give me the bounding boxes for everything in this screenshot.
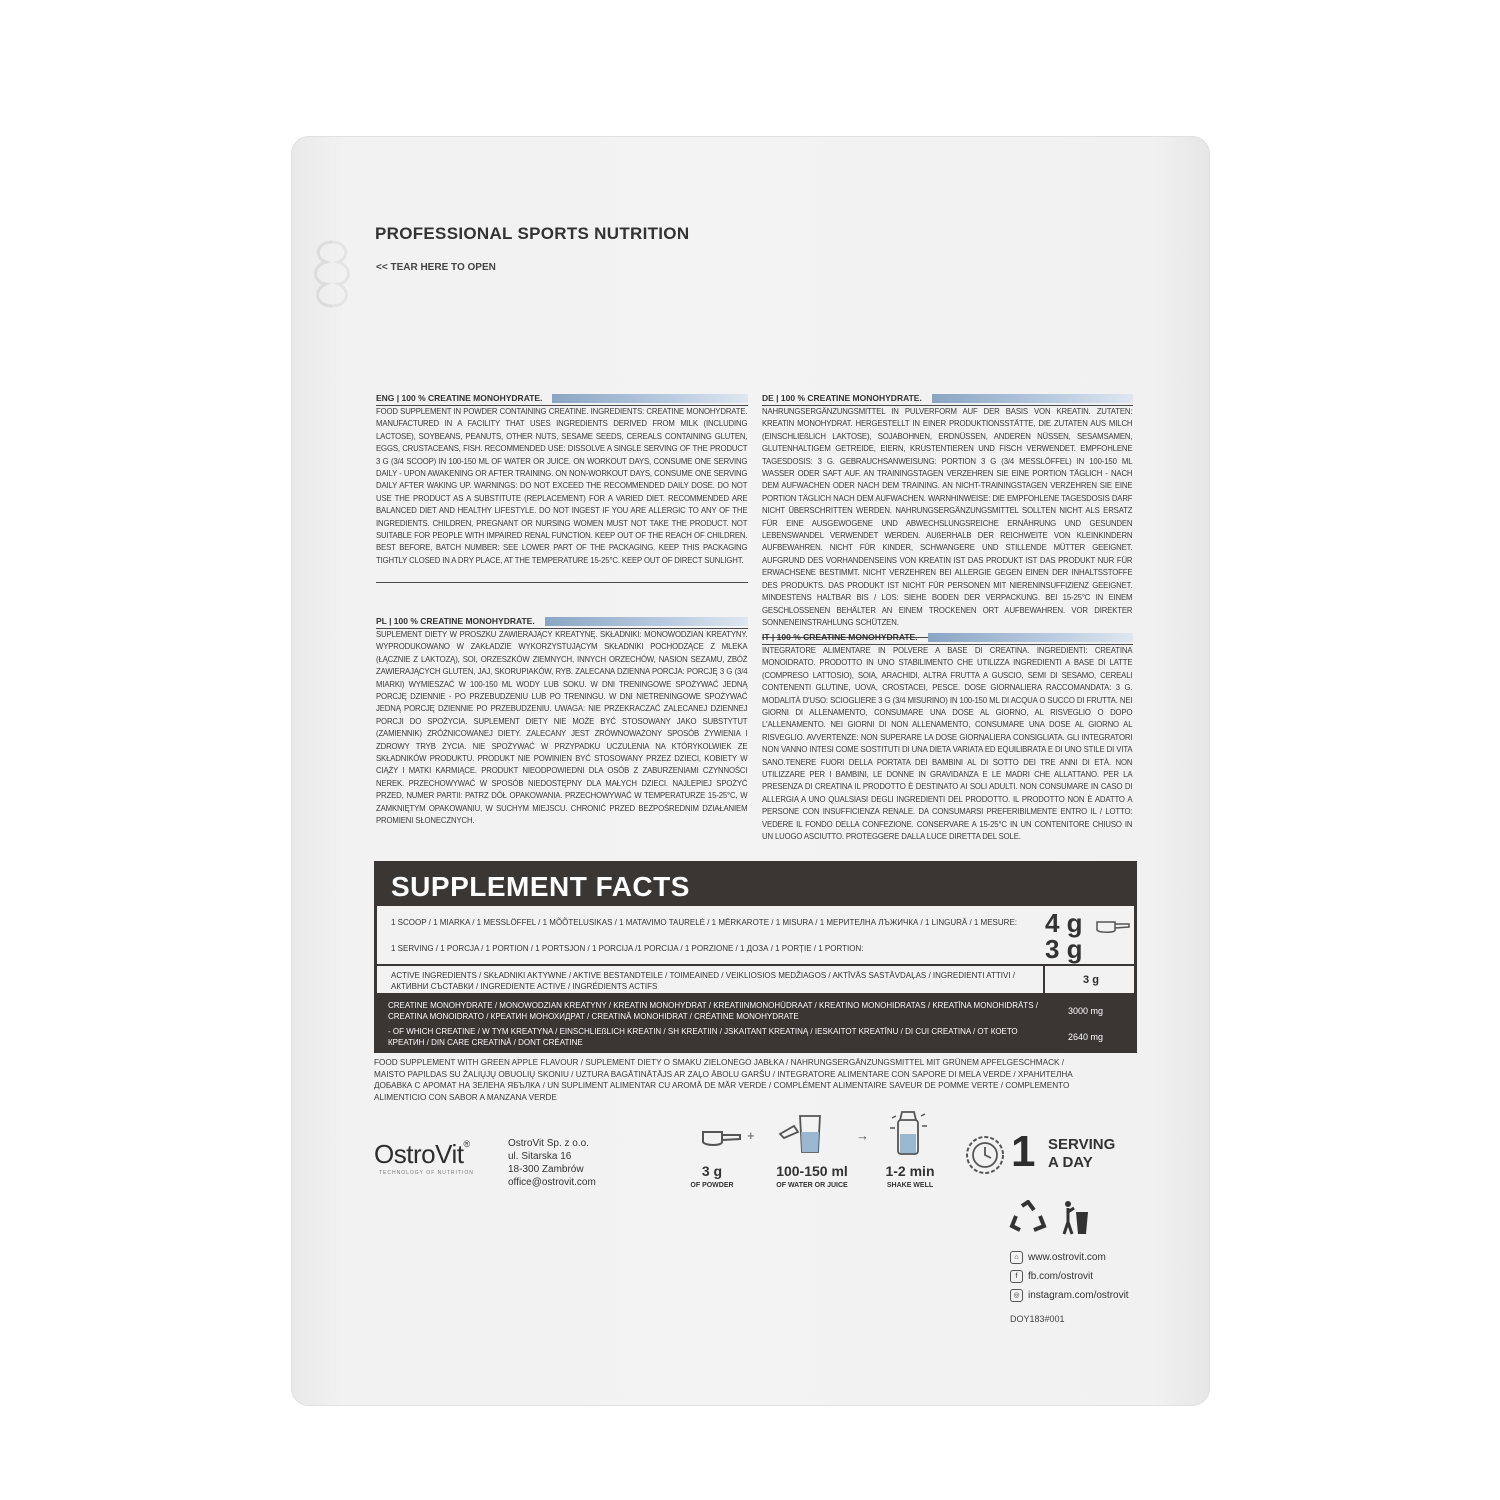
flavour-text: FOOD SUPPLEMENT WITH GREEN APPLE FLAVOUR / SUPLEMENT DIETY O SMAKU ZIELONEGO JABŁKA / NAHRUNGSERGÄNZUNGSMITTEL MIT GRÜNEM APFELGESCHMACK / MAISTO PAPILDAS SU ŽALIŲJŲ OBUOLIŲ SKONIU / UZTURA BAGĀTINĀTĀJS AR ZAĻO ĀBOLU GARŠU / INTEGRATORE ALIMENTARE CON SAPORE DI MELA VERDE / ХРАНИТЕЛНА ДОБАВКА С АРОМАТ НА ЗЕЛЕНА ЯБЪЛКА / UN SUPLIMENT ALIMENTAR CU AROMĂ DE MĂR VERDE / COMPLÉMENT ALIMENTAIRE SAVEUR DE POMME VERTE / COMPLEMENTO ALIMENTICIO CON SABOR A MANZANA VERDE: [374, 1058, 1073, 1102]
block-body: NAHRUNGSERGÄNZUNGSMITTEL IN PULVERFORM AUF DER BASIS VON KREATIN. ZUTATEN: KREATIN MONOHYDRAT. HERGESTELLT IN EINER PRODUKTIONSSTÄTTE, DIE ZUTATEN AUS MILCH (EINSCHLIEßLICH LAKTOSE), SOJABOHNEN, ERDNÜSSEN, ANDEREN NÜSSEN, SESAMSAMEN, GLUTENHALTIGEM GETREIDE, EIERN, KRUSTENTIEREN UND FISCH VERWENDET. EMPFOHLENE TAGESDOSIS: 3 G. GEBRAUCHSANWEISUNG: PORTION 3 G (3/4 MESSLÖFFEL) IN 100-150 ML WASSER ODER SAFT AUF. AN TRAININGSTAGEN VERZEHREN SIE EINE PORTION TÄGLICH - NACH DEM AUFWACHEN ODER NACH DEM TRAINING. AN NICHT-TRAININGSTAGEN VERZEHREN SIE EINE PORTION TÄGLICH NACH DEM AUFWACHEN. WARNHINWEISE: DIE EMPFOHLENE TAGESDOSIS DARF NICHT ÜBERSCHRITTEN WERDEN. NAHRUNGSERGÄNZUNGSMITTEL SOLLTEN NICHT ALS ERSATZ FÜR EINE AUSGEWOGENE UND ABWECHSLUNGSREICHE ERNÄHRUNG UND GESUNDEN LEBENSWANDEL VERWENDET WERDEN. AUßERHALB DER REICHWEITE VON KLEINKINDERN AUFBEWAHREN. NICHT FÜR KINDER, SCHWANGERE UND STILLENDE MÜTTER GEEIGNET. AUFGRUND DES VORHANDENSEINS VON KREATIN IST DAS PRODUKT IST DAS PRODUKT NUR FÜR ERWACHSENE BESTIMMT. NICHT VERZEHREN BEI ALLERGIE GEGEN EINEN DER INHALTSSTOFFE DES PRODUKTS. DAS PRODUKT IST NICHT FÜR PERSONEN MIT NIERENINSUFFIZIENZ GEEIGNET. MINDESTENS HALTBAR BIS / LOS: SIEHE BODEN DER VERPACKUNG. BEI 15-25°C IN EINEM GESCHLOSSENEN BEHÄLTER AN EINEM TROCKENEN ORT AUFBEWAHREN. VOR DIREKTER SONNENEINSTRAHLUNG SCHÜTZEN.: [762, 407, 1133, 627]
servings-line: A DAY: [1048, 1154, 1093, 1171]
address-line: OstroVit Sp. z o.o.: [508, 1138, 589, 1149]
step-label: SHAKE WELL: [886, 1182, 934, 1189]
logo-mark: ®: [463, 1139, 470, 1149]
bin-icon: [1058, 1198, 1092, 1238]
serving-label: 1 SERVING / 1 PORCJA / 1 PORTION / 1 PORTSJON / 1 PORCIJA /1 PORCIJA / 1 PORZIONE / 1 ДОЗА / 1 PORȚIE / 1 PORTION:: [391, 944, 864, 953]
step-label: OF WATER OR JUICE: [776, 1182, 848, 1189]
of-which-label: - OF WHICH CREATINE / W TYM KREATYNA / EINSCHLIEßLICH KREATIN / SH KREATIIN / JSKAITANT KREATINĄ / IESKAITOT KREATĪNU / DI CUI CREATINA / ОТ КОЕТО КРЕАТИН / DIN CARE CREATINĂ / DONT CRÉATINE: [388, 1027, 1018, 1047]
step-value: 1-2 min: [885, 1163, 935, 1179]
link-text: instagram.com/ostrovit: [1028, 1290, 1129, 1301]
instagram-link[interactable]: [1010, 1286, 1129, 1305]
active-label: ACTIVE INGREDIENTS / SKŁADNIKI AKTYWNE / AKTIVE BESTANDTEILE / TOIMEAINED / VEIKLIOSIOS MEDŽIAGOS / AKTĪVĀS SASTĀVDAĻAS / INGREDIENTI ATTIVI / АКТИВНИ СЪСТАВКИ / INGREDIENTE ACTIVE / INGRÉDIENTS ACTIFS: [391, 971, 1015, 991]
address-line: 18-300 Zambrów: [508, 1164, 584, 1175]
facebook-link[interactable]: [1010, 1267, 1129, 1286]
address-line: office@ostrovit.com: [508, 1177, 596, 1188]
block-body: INTEGRATORE ALIMENTARE IN POLVERE A BASE DI CREATINA. INGREDIENTI: CREATINA MONOIDRATO. PRODOTTO IN UNO STABILIMENTO CHE UTILIZZA INGREDIENTI A BASE DI LATTE (COMPRESO LATTOSIO), SOIA, ARACHIDI, ALTRA FRUTTA A GUSCIO, SEMI DI SESAMO, CEREALI CONTENENTI GLUTINE, UOVA, CROSTACEI, PESCE. DOSE GIORNALIERA RACCOMANDATA: 3 G. MODALITÀ D'USO: SCIOGLIERE 3 G (3/4 MISURINO) IN 100-150 ML DI ACQUA O SUCCO DI FRUTTA. NEI GIORNI DI ALLENAMENTO, CONSUMARE UNA DOSE AL GIORNO, AL RISVEGLIO O DOPO L'ALLENAMENTO. NEI GIORNI DI NON ALLENAMENTO, CONSUMARE UNA DOSE AL GIORNO AL RISVEGLIO. AVVERTENZE: NON SUPERARE LA DOSE GIORNALIERA CONSIGLIATA. GLI INTEGRATORI NON VANNO INTESI COME SOSTITUTI DI UNA DIETA VARIATA ED EQUILIBRATA E DI UNO STILE DI VITA SANO.TENERE FUORI DELLA PORTATA DEI BAMBINI AL DI SOTTO DEI TRE ANNI DI ETÀ. NON UTILIZZARE PER I BAMBINI, LE DONNE IN GRAVIDANZA E LE MADRI CHE ALLATTANO. PER LA PRESENZA DI CREATINA IL PRODOTTO È DESTINATO AI SOLI ADULTI. NON CONSUMARE IN CASO DI ALLERGIA A UNO QUALSIASI DEGLI INGREDIENTI DEL PRODOTTO. IL PRODOTTO NON È ADATTO A PERSONE CON INSUFFICIENZA RENALE. DA CONSUMARSI PREFERIBILMENTE ENTRO IL / LOTTO: VEDERE IL FONDO DELLA CONFEZIONE. CONSERVARE A 15-25°C IN UN CONTENITORE CHIUSO IN UN LUOGO ASCIUTTO. PROTEGGERE DALLA LUCE DIRETTA DEL SOLE.: [762, 646, 1133, 842]
serving-size-row: [374, 906, 1137, 964]
active-value: 3 g: [1043, 966, 1137, 994]
ingredient-rows: [374, 996, 1137, 1053]
glass-icon: [776, 1112, 826, 1156]
link-text: fb.com/ostrovit: [1028, 1271, 1094, 1282]
scoop-value: 4 g: [1045, 908, 1083, 938]
creatine-label: CREATINE MONOHYDRATE / MONOWODZIAN KREATYNY / KREATIN MONOHYDRAT / KREATIINMONOHÜDRAAT / KREATINO MONOHIDRATAS / KREATĪNA MONOHIDRĀTS / CREATINA MONOIDRATO / КРЕАТИН МОНОХИДРАТ / CREATINĂ MONOHIDRAT / CRÉATINE MONOHYDRATE: [388, 1001, 1038, 1021]
header-title: PROFESSIONAL SPORTS NUTRITION: [375, 224, 690, 243]
product-code: DOY183#001: [1010, 1314, 1065, 1324]
arrow-icon: →: [856, 1128, 869, 1143]
step-label: OF POWDER: [690, 1182, 734, 1189]
scoop-label: 1 SCOOP / 1 MIARKA / 1 MESSLÖFFEL / 1 MÕÕTELUSIKAS / 1 MATAVIMO TAURELĖ / 1 MĒRKAROTE / 1 MISURA / 1 МЕРИТЕЛНА ЛЪЖИЧКА / 1 LINGURĂ / 1 MESURE:: [391, 918, 1018, 927]
scoop-icon: [700, 1124, 742, 1152]
servings-count: 1: [1011, 1127, 1036, 1176]
step-liquid: [762, 1163, 862, 1189]
plus-icon: +: [747, 1128, 755, 1143]
step-powder: [690, 1163, 734, 1189]
brand-tagline: TECHNOLOGY OF NUTRITION: [379, 1170, 474, 1176]
facebook-icon: f: [1010, 1270, 1023, 1283]
instagram-icon: ◎: [1010, 1289, 1023, 1302]
recycle-icon: [1008, 1200, 1048, 1236]
servings-text: [1048, 1136, 1115, 1172]
company-address: [508, 1137, 596, 1189]
of-which-value: 2640 mg: [1068, 1032, 1104, 1042]
brand-logo: [374, 1139, 470, 1170]
block-heading: IT | 100 % CREATINE MONOHYDRATE.: [762, 632, 918, 642]
text-block-pl: [376, 615, 748, 828]
creatine-value: 3000 mg: [1068, 1006, 1104, 1016]
social-links: [1010, 1248, 1129, 1305]
web-icon: ⌂: [1010, 1251, 1023, 1264]
shaker-icon: [888, 1108, 928, 1158]
active-ingredients-row: [374, 964, 1137, 996]
step-value: 100-150 ml: [776, 1163, 848, 1179]
text-block-eng: [376, 392, 748, 583]
text-block-de: [762, 392, 1133, 638]
block-heading: PL | 100 % CREATINE MONOHYDRATE.: [376, 616, 535, 626]
address-line: ul. Sitarska 16: [508, 1151, 572, 1162]
block-body: SUPLEMENT DIETY W PROSZKU ZAWIERAJĄCY KREATYNĘ. SKŁADNIKI: MONOWODZIAN KREATYNY. WYPRODUKOWANO W ZAKŁADZIE WYKORZYSTUJĄCYM SKŁADNIKI POCHODZĄCE Z MLEKA (ŁĄCZNIE Z LAKTOZĄ), SOI, ORZESZKÓW ZIEMNYCH, INNYCH ORZECHÓW, NASION SEZAMU, ZBÓŻ ZAWIERAJĄCYCH GLUTEN, JAJ, SKORUPIAKÓW, RYB. ZALECANA DZIENNA PORCJA: PORCJĘ 3 G (3/4 MIARKI) WYMIESZAĆ W 100-150 ML WODY LUB SOKU. W DNI TRENINGOWE SPOŻYWAĆ JEDNĄ PORCJĘ DZIENNIE - PO PRZEBUDZENIU LUB PO TRENINGU. W DNI NIETRENINGOWE SPOŻYWAĆ JEDNĄ PORCJĘ DZIENNIE PO PRZEBUDZENIU. UWAGA: NIE PRZEKRACZAĆ ZALECANEJ DZIENNEJ PORCJI DO SPOŻYCIA. SUPLEMENT DIETY NIE MOŻE BYĆ STOSOWANY JAKO SUBSTYTUT (ZAMIENNIK) ZRÓŻNICOWANEJ DIETY. ZALECANY JEST ZRÓWNOWAŻONY SPOSÓB ŻYWIENIA I ZDROWY TRYB ŻYCIA. NIE SPOŻYWAĆ W PRZYPADKU UCZULENIA NA KTÓRYKOLWIEK ZE SKŁADNIKÓW PRODUKTU. PRODUKT NIE POWINIEN BYĆ STOSOWANY PRZEZ DZIECI, KOBIETY W CIĄŻY I MATKI KARMIĄCE. PRODUKT NIEODPOWIEDNI DLA OSÓB Z ZABURZENIAMI CZYNNOŚCI NEREK. PRZECHOWYWAĆ W SPOSÓB NIEDOSTĘPNY DLA MAŁYCH DZIECI. NAJLEPIEJ SPOŻYĆ PRZED, NUMER PARTII: PATRZ DÓŁ OPAKOWANIA. PRZECHOWYWAĆ W TEMPERATURZE 15-25°C, W ZAMKNIĘTYM OPAKOWANIU, W SUCHYM MIEJSCU. CHRONIĆ PRZED BEZPOŚREDNIM DZIAŁANIEM PROMIENI SŁONECZNYCH.: [376, 630, 748, 826]
facts-title: SUPPLEMENT FACTS: [374, 861, 1137, 906]
serving-value: 3 g: [1045, 934, 1083, 964]
tear-hint: << TEAR HERE TO OPEN: [376, 262, 496, 273]
supplement-facts-table: [374, 861, 1137, 1053]
block-body: FOOD SUPPLEMENT IN POWDER CONTAINING CREATINE. INGREDIENTS: CREATINE MONOHYDRATE. MANUFACTURED IN A FACILITY THAT USES INGREDIENTS DERIVED FROM MILK (INCLUDING LACTOSE), SOYBEANS, PEANUTS, OTHER NUTS, SESAME SEEDS, CEREALS CONTAINING GLUTEN, EGGS, CRUSTACEANS, FISH. RECOMMENDED USE: DISSOLVE A SINGLE SERVING OF THE PRODUCT 3 G (3/4 SCOOP) IN 100-150 ML OF WATER OR JUICE. ON WORKOUT DAYS, CONSUME ONE SERVING DAILY - UPON AWAKENING OR AFTER TRAINING. ON NON-WORKOUT DAYS, CONSUME ONE SERVING DAILY AFTER WAKING UP. WARNINGS: DO NOT EXCEED THE RECOMMENDED DAILY DOSE. DO NOT USE THE PRODUCT AS A SUBSTITUTE (REPLACEMENT) FOR A VARIED DIET. RECOMMENDED ARE BALANCED DIET AND HEALTHY LIFESTYLE. DO NOT INGEST IF YOU ARE ALLERGIC TO ANY OF THE INGREDIENTS. CHILDREN, PREGNANT OR NURSING WOMEN MUST NOT TAKE THE PRODUCT. NOT SUITABLE FOR PEOPLE WITH IMPAIRED RENAL FUNCTION. KEEP OUT OF THE REACH OF CHILDREN. BEST BEFORE, BATCH NUMBER: SEE LOWER PART OF THE PACKAGING. KEEP THIS PACKAGING TIGHTLY CLOSED IN A DRY PLACE, AT THE TEMPERATURE 15-25°C. KEEP OUT OF DIRECT SUNLIGHT.: [376, 407, 748, 565]
step-value: 3 g: [701, 1163, 723, 1179]
text-block-it: [762, 631, 1133, 844]
tear-notch-icon: [302, 238, 362, 310]
logo-text: OstroVit: [374, 1139, 464, 1169]
block-heading: DE | 100 % CREATINE MONOHYDRATE.: [762, 393, 922, 403]
scoop-icon: [1095, 916, 1131, 936]
block-heading: ENG | 100 % CREATINE MONOHYDRATE.: [376, 393, 543, 403]
link-text: www.ostrovit.com: [1028, 1252, 1106, 1263]
servings-line: SERVING: [1048, 1136, 1116, 1153]
clock-icon: [962, 1132, 1008, 1178]
website-link[interactable]: [1010, 1248, 1129, 1267]
step-shake: [878, 1163, 942, 1189]
